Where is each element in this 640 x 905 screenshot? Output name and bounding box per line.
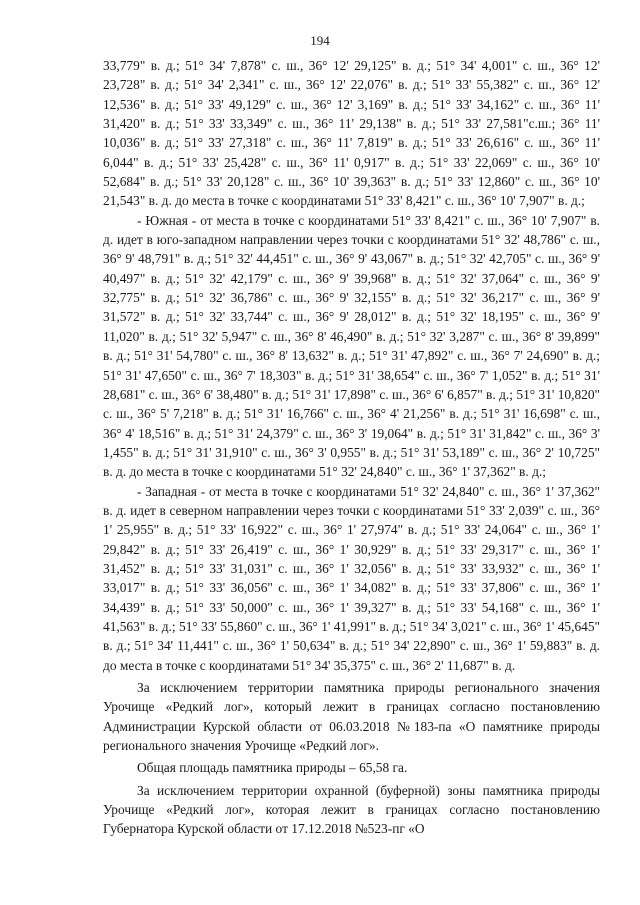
document-body: [103, 56, 600, 839]
page-number: 194: [310, 33, 330, 48]
buffer-zone-exclusion-paragraph: За исключением территории охранной (буферной) зоны памятника природы Урочище «Редкий лог», которая лежит в границах согласно постановлению Губернатора Курской области от 17.12.2018 №523-пг «О: [103, 782, 600, 837]
coordinates-continuation-paragraph: 33,779" в. д.; 51° 34' 7,878" с. ш., 36° 12' 29,125" в. д.; 51° 34' 4,001" с. ш., 36° 12' 23,728" в. д.; 51° 34' 2,341" с. ш., 36° 12' 22,076" в. д.; 51° 33' 55,382" с. ш., 36° 12' 12,536" в. д.; 51° 33' 49,129" с. ш., 36° 12' 3,169" в. д.; 51° 33' 34,162" с. ш., 36° 11' 31,420" в. д.; 51° 33' 33,349" с. ш., 36° 11' 29,138" в. д.; 51° 33' 27,581"с.ш.; 36° 11' 10,036" в. д.; 51° 33' 27,318" с. ш., 36° 11' 7,819" в. д.; 51° 33' 26,616" с. ш., 36° 11' 6,044" в. д.; 51° 33' 25,428" с. ш., 36° 11' 0,917" в. д.; 51° 33' 22,069" с. ш., 36° 10' 52,684" в. д.; 51° 33' 20,128" с. ш., 36° 10' 39,363" в. д.; 51° 33' 12,860" с. ш., 36° 10' 21,543" в. д. до места в точке с координатами 51° 33' 8,421" с. ш., 36° 10' 7,907" в. д.;: [103, 58, 600, 209]
total-area-paragraph: Общая площадь памятника природы – 65,58 га.: [137, 760, 408, 776]
western-boundary-paragraph: - Западная - от места в точке с координатами 51° 32' 24,840" с. ш., 36° 1' 37,362" в. д. идет в северном направлении через точки с координатами 51° 33' 2,039" с. ш., 36° 1' 25,955" в. д.; 51° 33' 16,922" с. ш., 36° 1' 27,974" в. д.; 51° 33' 24,064" с. ш., 36° 1' 29,842" в. д.; 51° 33' 26,419" с. ш., 36° 1' 30,929" в. д.; 51° 33' 29,317" с. ш., 36° 1' 31,452" в. д.; 51° 33' 31,031" с. ш., 36° 1' 32,056" в. д.; 51° 33' 33,932" с. ш., 36° 1' 33,017" в. д.; 51° 33' 36,056" с. ш., 36° 1' 34,082" в. д.; 51° 33' 37,806" с. ш., 36° 1' 34,439" в. д.; 51° 33' 50,000" с. ш., 36° 1' 39,327" в. д.; 51° 33' 54,168" с. ш., 36° 1' 41,563" в. д.; 51° 33' 55,860" с. ш., 36° 1' 41,991" в. д.; 51° 34' 3,021" с. ш., 36° 1' 45,645" в. д.; 51° 34' 11,441" с. ш., 36° 1' 50,634" в. д.; 51° 34' 22,890" с. ш., 36° 1' 59,883" в. д. до места в точке с координатами 51° 34' 35,375" с. ш., 36° 2' 11,687" в. д.: [103, 483, 600, 673]
southern-boundary-paragraph: - Южная - от места в точке с координатами 51° 33' 8,421" с. ш., 36° 10' 7,907" в. д. идет в юго-западном направлении через точки с координатами 51° 32' 48,786" с. ш., 36° 9' 48,791" в. д.; 51° 32' 44,451" с. ш., 36° 9' 43,067" в. д.; 51° 32' 42,705" с. ш., 36° 9' 40,497" в. д.; 51° 32' 42,179" с. ш., 36° 9' 39,968" в. д.; 51° 32' 37,064" с. ш., 36° 9' 32,775" в. д.; 51° 32' 36,786" с. ш., 36° 9' 32,155" в. д.; 51° 32' 36,217" с. ш., 36° 9' 31,572" в. д.; 51° 32' 33,744" с. ш., 36° 9' 28,012" в. д.; 51° 32' 18,195" с. ш., 36° 9' 11,020" в. д.; 51° 32' 5,947" с. ш., 36° 8' 46,490" в. д.; 51° 32' 3,287" с. ш., 36° 8' 39,899" в. д.; 51° 31' 54,780" с. ш., 36° 8' 13,632" в. д.; 51° 31' 47,892" с. ш., 36° 7' 24,690" в. д.; 51° 31' 47,650" с. ш., 36° 7' 18,303" в. д.; 51° 31' 38,654" с. ш., 36° 7' 1,052" в. д.; 51° 31' 28,681" с. ш., 36° 6' 38,480" в. д.; 51° 31' 17,898" с. ш., 36° 6' 6,857" в. д.; 51° 31' 10,820" с. ш., 36° 5' 7,218" в. д.; 51° 31' 16,766" с. ш., 36° 4' 21,256" в. д.; 51° 31' 16,698" с. ш., 36° 4' 18,516" в. д.; 51° 31' 24,379" с. ш., 36° 3' 19,064" в. д.; 51° 31' 31,842" с. ш., 36° 3' 1,455" в. д.; 51° 31' 31,910" с. ш., 36° 3' 0,955" в. д.; 51° 31' 53,189" с. ш., 36° 2' 10,725" в. д. до места в точке с координатами 51° 32' 24,840" с. ш., 36° 1' 37,362" в. д.;: [103, 212, 600, 480]
nature-monument-exclusion-paragraph: За исключением территории памятника природы регионального значения Урочище «Редкий лог», который лежит в границах согласно постановлению Администрации Курской области от 06.03.2018 №183-па «О памятнике природы регионального значения Урочище «Редкий лог».: [103, 680, 600, 754]
